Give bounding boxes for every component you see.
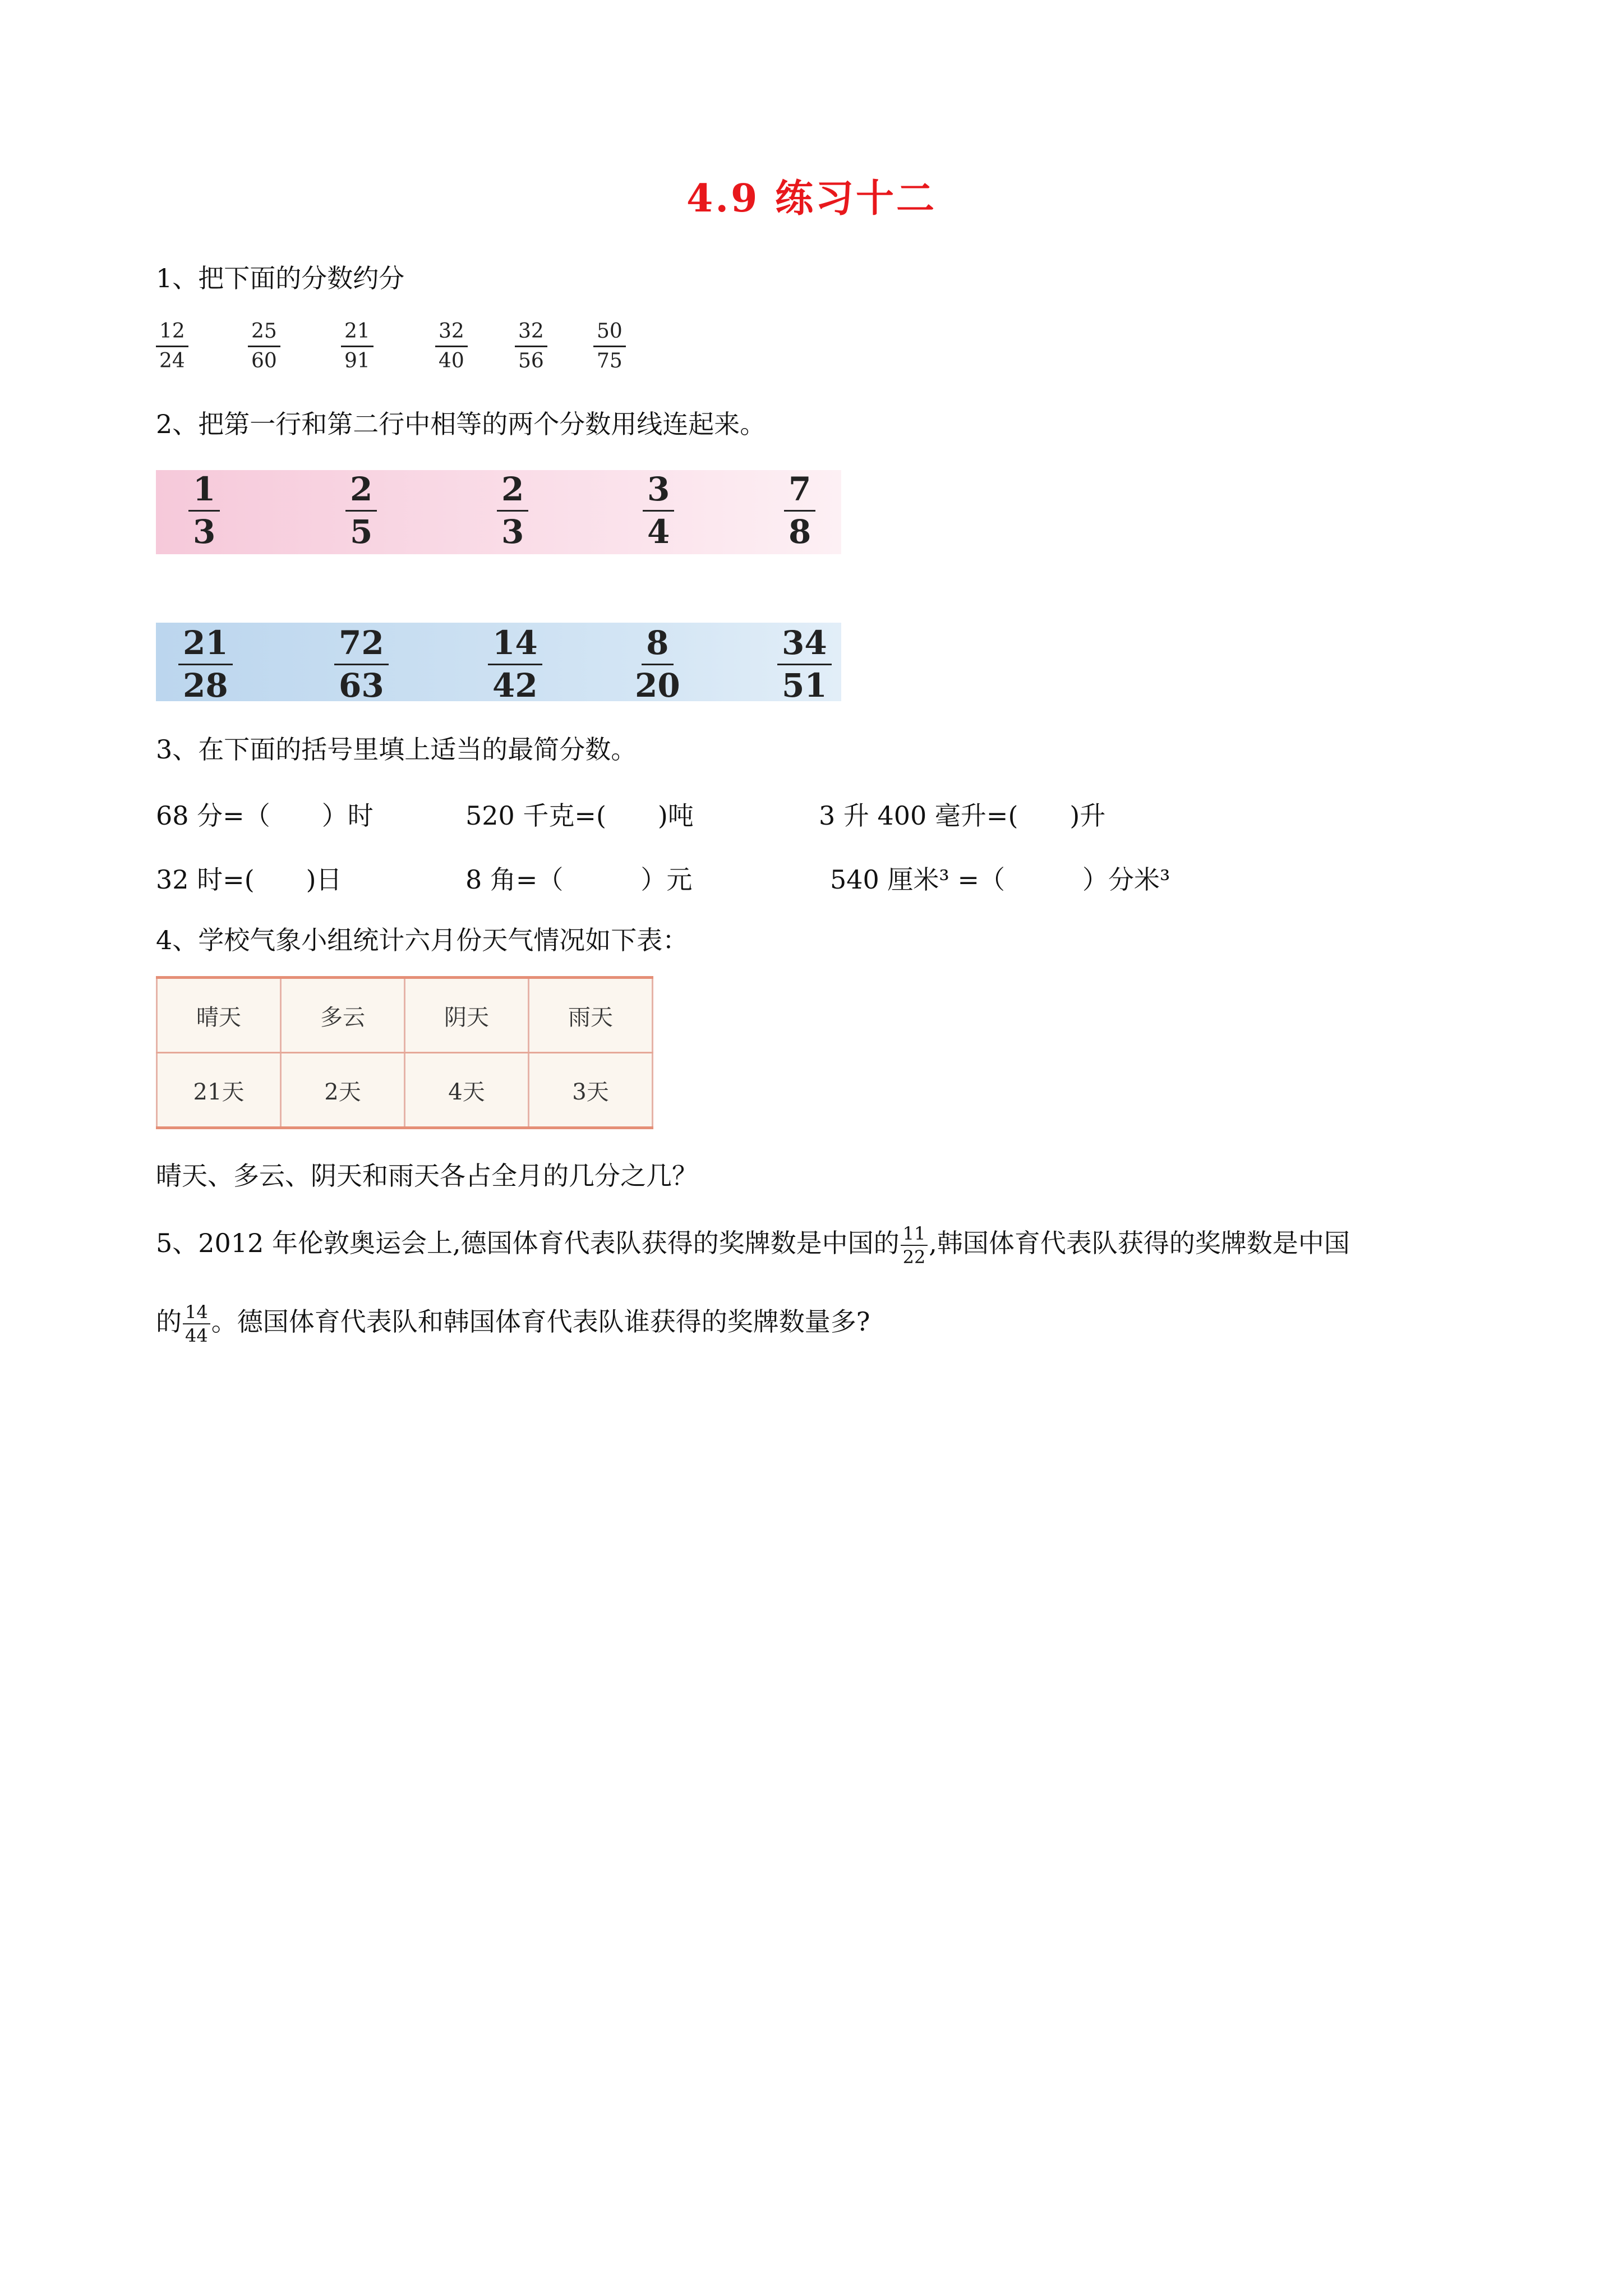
fraction	[341, 321, 374, 372]
fraction-denominator: 75	[597, 349, 623, 372]
question-3-label: 3、在下面的括号里填上适当的最简分数。	[156, 734, 637, 765]
fraction	[248, 321, 280, 372]
fraction-germany	[901, 1225, 928, 1266]
question-5-text-d: 。德国体育代表队和韩国体育代表队谁获得的奖牌数量多?	[211, 1306, 870, 1337]
weather-table	[156, 976, 653, 1129]
fraction-denominator: 22	[902, 1246, 926, 1268]
fraction-denominator: 44	[185, 1325, 208, 1346]
fill-blank-minutes-hours: 68 分=（ ）时	[156, 800, 374, 831]
fraction-denominator: 3	[193, 512, 216, 551]
fraction-denominator: 20	[635, 666, 680, 705]
question-5-text-b: ,韩国体育代表队获得的奖牌数是中国	[929, 1228, 1350, 1258]
fraction	[784, 472, 815, 549]
fraction-denominator: 40	[439, 349, 464, 372]
fraction-numerator: 32	[515, 321, 547, 347]
question-5-line-2	[156, 1301, 870, 1345]
table-header-cell: 雨天	[529, 978, 653, 1053]
table-value-cell: 21天	[157, 1053, 281, 1128]
fraction-row-2	[156, 623, 841, 705]
fill-blank-volume: 540 厘米³ =（ ）分米³	[830, 864, 1170, 895]
fraction-numerator: 21	[178, 626, 233, 665]
fraction-denominator: 42	[492, 666, 538, 705]
table-header-cell: 晴天	[157, 978, 281, 1053]
fraction	[334, 626, 389, 703]
fill-blank-jiao-yuan: 8 角=（ ）元	[465, 864, 693, 895]
fraction-numerator: 11	[901, 1225, 928, 1246]
fraction-numerator: 1	[188, 472, 220, 512]
fraction-denominator: 24	[159, 349, 185, 372]
table-value-cell: 2天	[281, 1053, 405, 1128]
fill-blank-hours-days: 32 时=( )日	[156, 864, 342, 895]
table-value-cell: 3天	[529, 1053, 653, 1128]
question-5-line-1	[156, 1223, 1350, 1266]
fraction	[630, 626, 685, 703]
fraction	[515, 321, 547, 372]
fraction-numerator: 3	[643, 472, 674, 512]
fraction-numerator: 2	[497, 472, 528, 512]
fraction-denominator: 51	[782, 666, 827, 705]
fraction-numerator: 2	[345, 472, 377, 512]
fraction-denominator: 4	[647, 512, 670, 551]
question-1-label: 1、把下面的分数约分	[156, 263, 405, 293]
fraction-numerator: 21	[341, 321, 374, 347]
table-header-cell: 阴天	[405, 978, 529, 1053]
fraction-denominator: 91	[344, 349, 370, 372]
fraction-numerator: 72	[334, 626, 389, 665]
fraction-korea	[183, 1303, 210, 1345]
question-5-text-c: 的	[156, 1306, 182, 1337]
fraction	[188, 472, 220, 549]
fraction-denominator: 5	[350, 512, 373, 551]
fraction-denominator: 28	[183, 666, 228, 705]
page-title: 4.9 练习十二	[686, 176, 937, 221]
fraction-numerator: 8	[642, 626, 673, 665]
fraction-numerator: 14	[488, 626, 542, 665]
table-header-cell: 多云	[281, 978, 405, 1053]
fraction-numerator: 34	[777, 626, 832, 665]
fill-blank-liters: 3 升 400 毫升=( )升	[819, 800, 1106, 831]
fraction-denominator: 60	[251, 349, 277, 372]
fraction-numerator: 12	[156, 321, 188, 347]
fraction-numerator: 14	[183, 1303, 210, 1324]
fraction	[593, 321, 626, 372]
fraction-denominator: 3	[501, 512, 524, 551]
fraction-numerator: 50	[593, 321, 626, 347]
fraction-denominator: 8	[789, 512, 811, 551]
question-2-label: 2、把第一行和第二行中相等的两个分数用线连起来。	[156, 409, 766, 439]
fraction	[488, 626, 542, 703]
fraction	[178, 626, 233, 703]
question-4-prompt: 晴天、多云、阴天和雨天各占全月的几分之几？	[156, 1161, 698, 1191]
question-4-label: 4、学校气象小组统计六月份天气情况如下表：	[156, 925, 689, 955]
fraction-row-1	[156, 470, 841, 554]
fraction-denominator: 56	[518, 349, 544, 372]
fraction	[777, 626, 832, 703]
question-5-text-a: 5、2012 年伦敦奥运会上,德国体育代表队获得的奖牌数是中国的	[156, 1228, 900, 1258]
fraction	[435, 321, 468, 372]
fraction-numerator: 7	[784, 472, 815, 512]
fraction	[497, 472, 528, 549]
fraction	[345, 472, 377, 549]
fraction	[643, 472, 674, 549]
fraction	[156, 321, 188, 372]
table-value-cell: 4天	[405, 1053, 529, 1128]
fill-blank-kg-tons: 520 千克=( )吨	[465, 800, 694, 831]
fraction-denominator: 63	[339, 666, 384, 705]
fraction-numerator: 25	[248, 321, 280, 347]
fraction-numerator: 32	[435, 321, 468, 347]
